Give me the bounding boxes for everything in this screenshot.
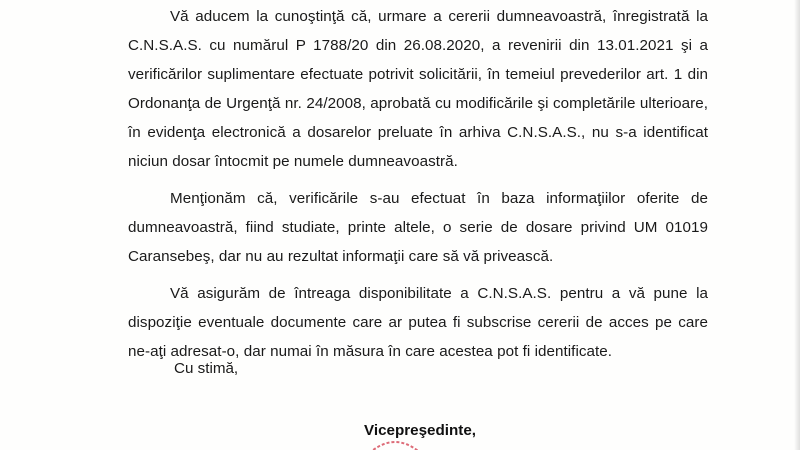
paragraph-availability-notice: Vă asigurăm de întreaga disponibilitate a C.N.S.A.S. pentru a vă pune la dispoziţie eventuale documente care ar putea fi subscrise cererii de acces pe care ne-aţi adresat-o, dar numai în măsura în care acestea pot fi identificate. (128, 285, 708, 360)
paragraph-file-search-result: Vă aducem la cunoştinţă că, urmare a cererii dumneavoastră, înregistrată la C.N.S.A.S. cu numărul P 1788/20 din 26.08.2020, a revenirii din 13.01.2021 şi a verificărilor suplimentare efectuate potrivit solicitării, în temeiul prevederilor art. 1 din Ordonanţa de Urgenţă nr. 24/2008, aprobată cu modificările şi completările ulterioare, în evidenţa electronică a dosarelor preluate în arhiva C.N.S.A.S., nu s-a identificat niciun dosar întocmit pe numele dumneavoastră. (128, 8, 708, 170)
paragraph-verification-details: Menţionăm că, verificările s-au efectuat în baza informaţiilor oferite de dumneavoastră, fiind studiate, printe altele, o serie de dosare privind UM 01019 Caransebeş, dar nu au rezultat informaţii care să vă privească. (128, 190, 708, 265)
scan-edge-shadow (794, 0, 800, 450)
closing-salutation: Cu stimă, (174, 360, 239, 377)
letter-body (128, 2, 708, 374)
signature-title: Vicepreşedinte, (364, 422, 476, 439)
